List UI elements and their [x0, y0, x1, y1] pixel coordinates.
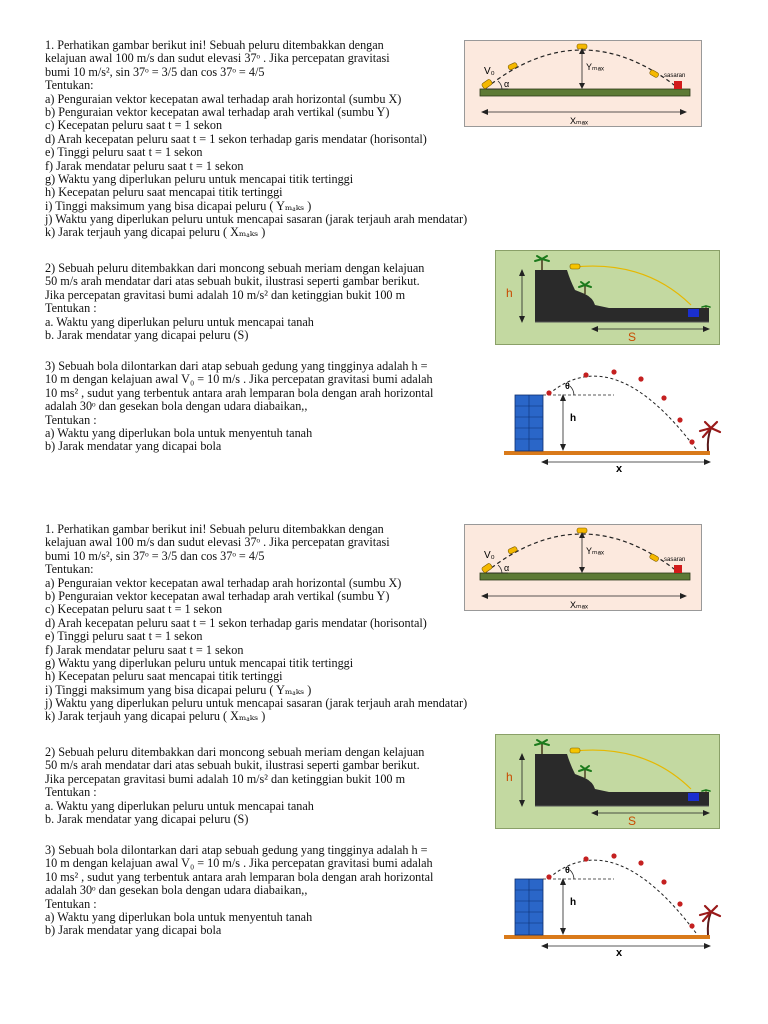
problem-1-line: d) Arah kecepatan peluru saat t = 1 sekon terhadap garis mendatar (horisontal) — [45, 131, 427, 146]
h-label: h — [570, 897, 577, 908]
problem-1-text — [45, 39, 467, 240]
cliff-figure — [495, 250, 720, 345]
sasaran-label: sasaran — [664, 73, 686, 79]
ball-icon — [638, 860, 643, 865]
problem-3-line: Tentukan : — [45, 412, 97, 427]
problem-3-line: 3) Sebuah bola dilontarkan dari atap sebuah gedung yang tingginya adalah h = — [45, 843, 428, 857]
problem-1-line: h) Kecepatan peluru saat mencapai titik tertinggi — [45, 669, 283, 684]
problem-2-line: Jika percepatan gravitasi bumi adalah 10 m/s² dan ketinggian bukit 100 m — [45, 287, 406, 302]
problem-1-line: kelajuan awal 100 m/s dan sudut elevasi 37ᵒ . Jika percepatan gravitasi — [45, 535, 390, 550]
problem-2-text — [45, 746, 424, 826]
v0-label: V₀ — [484, 550, 495, 561]
problem-3-line: a) Waktu yang diperlukan bola untuk menyentuh tanah — [45, 425, 313, 440]
ball-icon — [638, 376, 643, 381]
projectile-figure — [464, 524, 702, 611]
x-label: x — [616, 947, 623, 959]
problem-1-line: Tentukan: — [45, 562, 94, 577]
building-figure — [504, 852, 722, 960]
theta-label: θ — [565, 865, 570, 875]
xmax-label: Xₘₐₓ — [570, 116, 588, 126]
problem-3-line: Tentukan : — [45, 896, 97, 911]
worksheet-copy-1 — [0, 0, 768, 484]
building-icon — [515, 395, 543, 451]
building-icon — [515, 879, 543, 935]
problem-1-line: bumi 10 m/s², sin 37ᵒ = 3/5 dan cos 37ᵒ = 4/5 — [45, 548, 265, 563]
problem-1-line: bumi 10 m/s², sin 37ᵒ = 3/5 dan cos 37ᵒ = 4/5 — [45, 64, 265, 79]
problem-3-line: b) Jarak mendatar yang dicapai bola — [45, 439, 222, 454]
problem-1-line: b) Penguraian vektor kecepatan awal terhadap arah vertikal (sumbu Y) — [45, 104, 390, 119]
problem-1-line: b) Penguraian vektor kecepatan awal terhadap arah vertikal (sumbu Y) — [45, 588, 390, 603]
ball-icon — [661, 395, 666, 400]
ymax-label: Yₘₐₓ — [586, 546, 604, 556]
problem-1-line: i) Tinggi maksimum yang bisa dicapai peluru ( Yₘₐₖₛ ) — [45, 198, 312, 213]
problem-1-line: a) Penguraian vektor kecepatan awal terhadap arah horizontal (sumbu X) — [45, 575, 402, 590]
problem-1-line: j) Waktu yang diperlukan peluru untuk mencapai sasaran (jarak terjauh arah mendatar) — [45, 212, 468, 227]
target-icon — [688, 309, 699, 317]
problem-2-line: Tentukan : — [45, 785, 97, 800]
s-label: S — [628, 330, 637, 344]
problem-1-line: e) Tinggi peluru saat t = 1 sekon — [45, 629, 203, 644]
building-figure — [504, 368, 722, 476]
h-label: h — [570, 413, 577, 424]
problem-1-line: g) Waktu yang diperlukan peluru untuk mencapai titik tertinggi — [45, 171, 354, 186]
palm-tree-icon — [700, 422, 720, 451]
problem-2-line: 2) Sebuah peluru ditembakkan dari moncong sebuah meriam dengan kelajuan — [45, 745, 425, 759]
palm-tree-icon — [700, 906, 720, 935]
problem-1-line: k) Jarak terjauh yang dicapai peluru ( Xₘₐₖₛ ) — [45, 225, 266, 240]
problem-1-line: k) Jarak terjauh yang dicapai peluru ( Xₘₐₖₛ ) — [45, 709, 266, 724]
problem-3-line: adalah 30ᵒ dan gesekan bola dengan udara diabaikan,, — [45, 399, 308, 414]
alpha-label: α — [504, 563, 510, 573]
ball-icon — [677, 417, 682, 422]
ball-icon — [689, 923, 694, 928]
target-icon — [674, 565, 682, 573]
problem-3-text — [45, 360, 433, 454]
s-label: S — [628, 814, 637, 828]
problem-2-line: 50 m/s arah mendatar dari atas sebuah bukit, ilustrasi seperti gambar berikut. — [45, 274, 420, 289]
problem-2-line: a. Waktu yang diperlukan peluru untuk mencapai tanah — [45, 798, 314, 813]
ball-icon — [611, 369, 616, 374]
ground-strip — [480, 573, 690, 580]
problem-1-line: h) Kecepatan peluru saat mencapai titik tertinggi — [45, 185, 283, 200]
problem-3-line: 10 m dengan kelajuan awal V₀ = 10 m/s . Jika percepatan gravitasi bumi adalah — [45, 372, 433, 387]
ground-strip — [504, 935, 710, 939]
problem-1-line: j) Waktu yang diperlukan peluru untuk mencapai sasaran (jarak terjauh arah mendatar) — [45, 696, 468, 711]
cannonball-icon — [570, 748, 580, 753]
alpha-label: α — [504, 79, 510, 89]
problem-3-text — [45, 844, 433, 938]
target-icon — [674, 81, 682, 89]
theta-label: θ — [565, 381, 570, 391]
problem-2-line: Jika percepatan gravitasi bumi adalah 10 m/s² dan ketinggian bukit 100 m — [45, 771, 406, 786]
problem-1-line: 1. Perhatikan gambar berikut ini! Sebuah peluru ditembakkan dengan — [45, 38, 384, 52]
problem-1-line: e) Tinggi peluru saat t = 1 sekon — [45, 145, 203, 160]
ball-icon — [583, 856, 588, 861]
problem-3-line: a) Waktu yang diperlukan bola untuk menyentuh tanah — [45, 909, 313, 924]
problem-3-line: adalah 30ᵒ dan gesekan bola dengan udara diabaikan,, — [45, 883, 308, 898]
problem-3-line: 10 ms² , sudut yang terbentuk antara arah lemparan bola dengan arah horizontal — [45, 385, 434, 400]
cliff-figure — [495, 734, 720, 829]
problem-1-line: Tentukan: — [45, 78, 94, 93]
problem-2-line: b. Jarak mendatar yang dicapai peluru (S) — [45, 811, 249, 826]
problem-2-line: a. Waktu yang diperlukan peluru untuk mencapai tanah — [45, 314, 314, 329]
problem-2-text — [45, 262, 424, 342]
problem-1-line: 1. Perhatikan gambar berikut ini! Sebuah peluru ditembakkan dengan — [45, 522, 384, 536]
ball-icon — [546, 874, 551, 879]
ymax-label: Yₘₐₓ — [586, 62, 604, 72]
problem-3-line: 10 ms² , sudut yang terbentuk antara arah lemparan bola dengan arah horizontal — [45, 869, 434, 884]
problem-1-line: i) Tinggi maksimum yang bisa dicapai peluru ( Yₘₐₖₛ ) — [45, 682, 312, 697]
ground-strip — [504, 451, 710, 455]
x-label: x — [616, 463, 623, 475]
v0-label: V₀ — [484, 66, 495, 77]
problem-3-line: b) Jarak mendatar yang dicapai bola — [45, 923, 222, 938]
problem-1-line: kelajuan awal 100 m/s dan sudut elevasi 37ᵒ . Jika percepatan gravitasi — [45, 51, 390, 66]
problem-1-line: a) Penguraian vektor kecepatan awal terhadap arah horizontal (sumbu X) — [45, 91, 402, 106]
target-icon — [688, 793, 699, 801]
ball-icon — [583, 372, 588, 377]
problem-2-line: b. Jarak mendatar yang dicapai peluru (S) — [45, 327, 249, 342]
problem-1-line: f) Jarak mendatar peluru saat t = 1 sekon — [45, 642, 244, 657]
problem-1-line: f) Jarak mendatar peluru saat t = 1 sekon — [45, 158, 244, 173]
sasaran-label: sasaran — [664, 557, 686, 563]
problem-3-line: 10 m dengan kelajuan awal V₀ = 10 m/s . Jika percepatan gravitasi bumi adalah — [45, 856, 433, 871]
ball-icon — [546, 390, 551, 395]
xmax-label: Xₘₐₓ — [570, 600, 588, 610]
problem-2-line: 2) Sebuah peluru ditembakkan dari moncong sebuah meriam dengan kelajuan — [45, 261, 425, 275]
problem-3-line: 3) Sebuah bola dilontarkan dari atap sebuah gedung yang tingginya adalah h = — [45, 359, 428, 373]
ground-strip — [480, 89, 690, 96]
ball-icon — [677, 901, 682, 906]
h-label: h — [506, 286, 513, 300]
problem-2-line: 50 m/s arah mendatar dari atas sebuah bukit, ilustrasi seperti gambar berikut. — [45, 758, 420, 773]
problem-1-text — [45, 523, 467, 724]
worksheet-copy-2 — [0, 484, 768, 968]
ball-icon — [611, 853, 616, 858]
ball-icon — [661, 879, 666, 884]
problem-1-line: c) Kecepatan peluru saat t = 1 sekon — [45, 602, 223, 617]
projectile-figure — [464, 40, 702, 127]
ball-icon — [689, 439, 694, 444]
problem-1-line: d) Arah kecepatan peluru saat t = 1 sekon terhadap garis mendatar (horisontal) — [45, 615, 427, 630]
problem-1-line: g) Waktu yang diperlukan peluru untuk mencapai titik tertinggi — [45, 655, 354, 670]
cannonball-icon — [570, 264, 580, 269]
problem-2-line: Tentukan : — [45, 301, 97, 316]
h-label: h — [506, 770, 513, 784]
problem-1-line: c) Kecepatan peluru saat t = 1 sekon — [45, 118, 223, 133]
